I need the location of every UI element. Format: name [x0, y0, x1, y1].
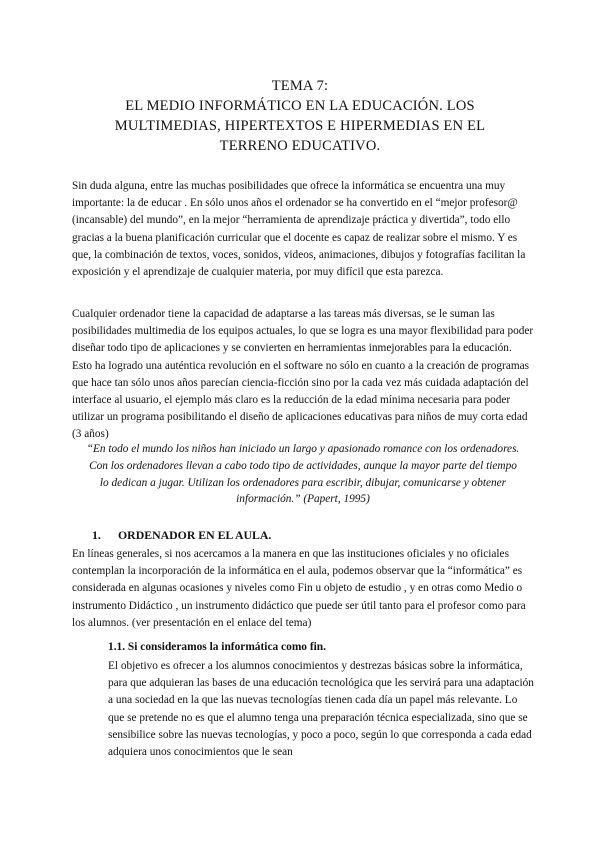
title-line: TEMA 7: — [271, 78, 329, 94]
intro-paragraph: Sin duda alguna, entre las muchas posibilidades que ofrece la informática se encuentra una muy importante: la de educar . En sólo unos años el ordenador se ha convertido en el “mejor profesor@ (incansable) del mundo”, en la mejor “herramienta de aprendizaje práctica y divertida”, todo ello gracias a la buena planificación curricular que el docente es capaz de realizar sobre el mismo. Y es que, la combinación de textos, voces, sonidos, videos, animaciones, dibujos y fotografías facilitan la exposición y el aprendizaje de cualquier materia, por muy difícil que esta parezca. — [72, 180, 526, 279]
section-heading-text: ORDENADOR EN EL AULA. — [118, 528, 272, 542]
title-line: MULTIMEDIAS, HIPERTEXTOS E HIPERMEDIAS EN EL — [114, 118, 486, 134]
section-heading — [92, 528, 271, 543]
title-line: EL MEDIO INFORMÁTICO EN LA EDUCACIÓN. LOS — [125, 98, 475, 114]
second-paragraph: Cualquier ordenador tiene la capacidad de adaptarse a las tareas más diversas, se le suman las posibilidades multimedia de los equipos actuales, lo que se logra es una mayor flexibilidad para poder diseñar todo tipo de aplicaciones y se convierten en herramientas inmejorables para la educación. Esto ha logrado una auténtica revolución en el software no sólo en cuanto a la creación de programas que hace tan sólo unos años parecían ciencia-ficción sino por la cada vez más cuidada adaptación del interface al usuario, el ejemplo más claro es la reducción de la edad mínima necesaria para poder utilizar un programa posibilitando el diseño de aplicaciones educativas para niños de muy corta edad (3 años) — [72, 308, 534, 441]
document-title — [60, 76, 540, 156]
title-line: TERRENO EDUCATIVO. — [219, 138, 381, 154]
subsection-heading: 1.1. Si consideramos la informática como fin. — [108, 641, 326, 653]
section-body: En líneas generales, si nos acercamos a la manera en que las instituciones oficiales y no oficiales contemplan la incorporación de la informática en el aula, podemos observar que la “informática” es considerada en algunas ocasiones y niveles como Fin u objeto de estudio , y en otras como Medio o instrumento Didáctico , un instrumento didáctico que puede ser útil tanto para el profesor como para los alumnos. (ver presentación en el enlace del tema) — [72, 548, 526, 629]
section-number: 1. — [92, 528, 101, 542]
papert-quote: “En todo el mundo los niños han iniciado un largo y apasionado romance con los ordenadores. Con los ordenadores llevan a cabo todo tipo de actividades, aunque la mayor parte del tiempo lo dedican a jugar. Utilizan los ordenadores para escribir, dibujar, comunicarse y obtener información.” (Papert, 1995) — [86, 443, 520, 506]
subsection-body: El objetivo es ofrecer a los alumnos conocimientos y destrezas básicas sobre la informática, para que adquieran las bases de una educación tecnológica que les servirá para una adaptación a una sociedad en la que las nuevas tecnologías tienen cada día un papel más relevante. Lo que se pretende no es que el alumno tenga una preparación técnica especializada, sino que se sensibilice sobre las nuevas tecnologías, y poco a poco, según lo que corresponda a cada edad adquiera unos conocimientos que le sean — [108, 660, 534, 759]
